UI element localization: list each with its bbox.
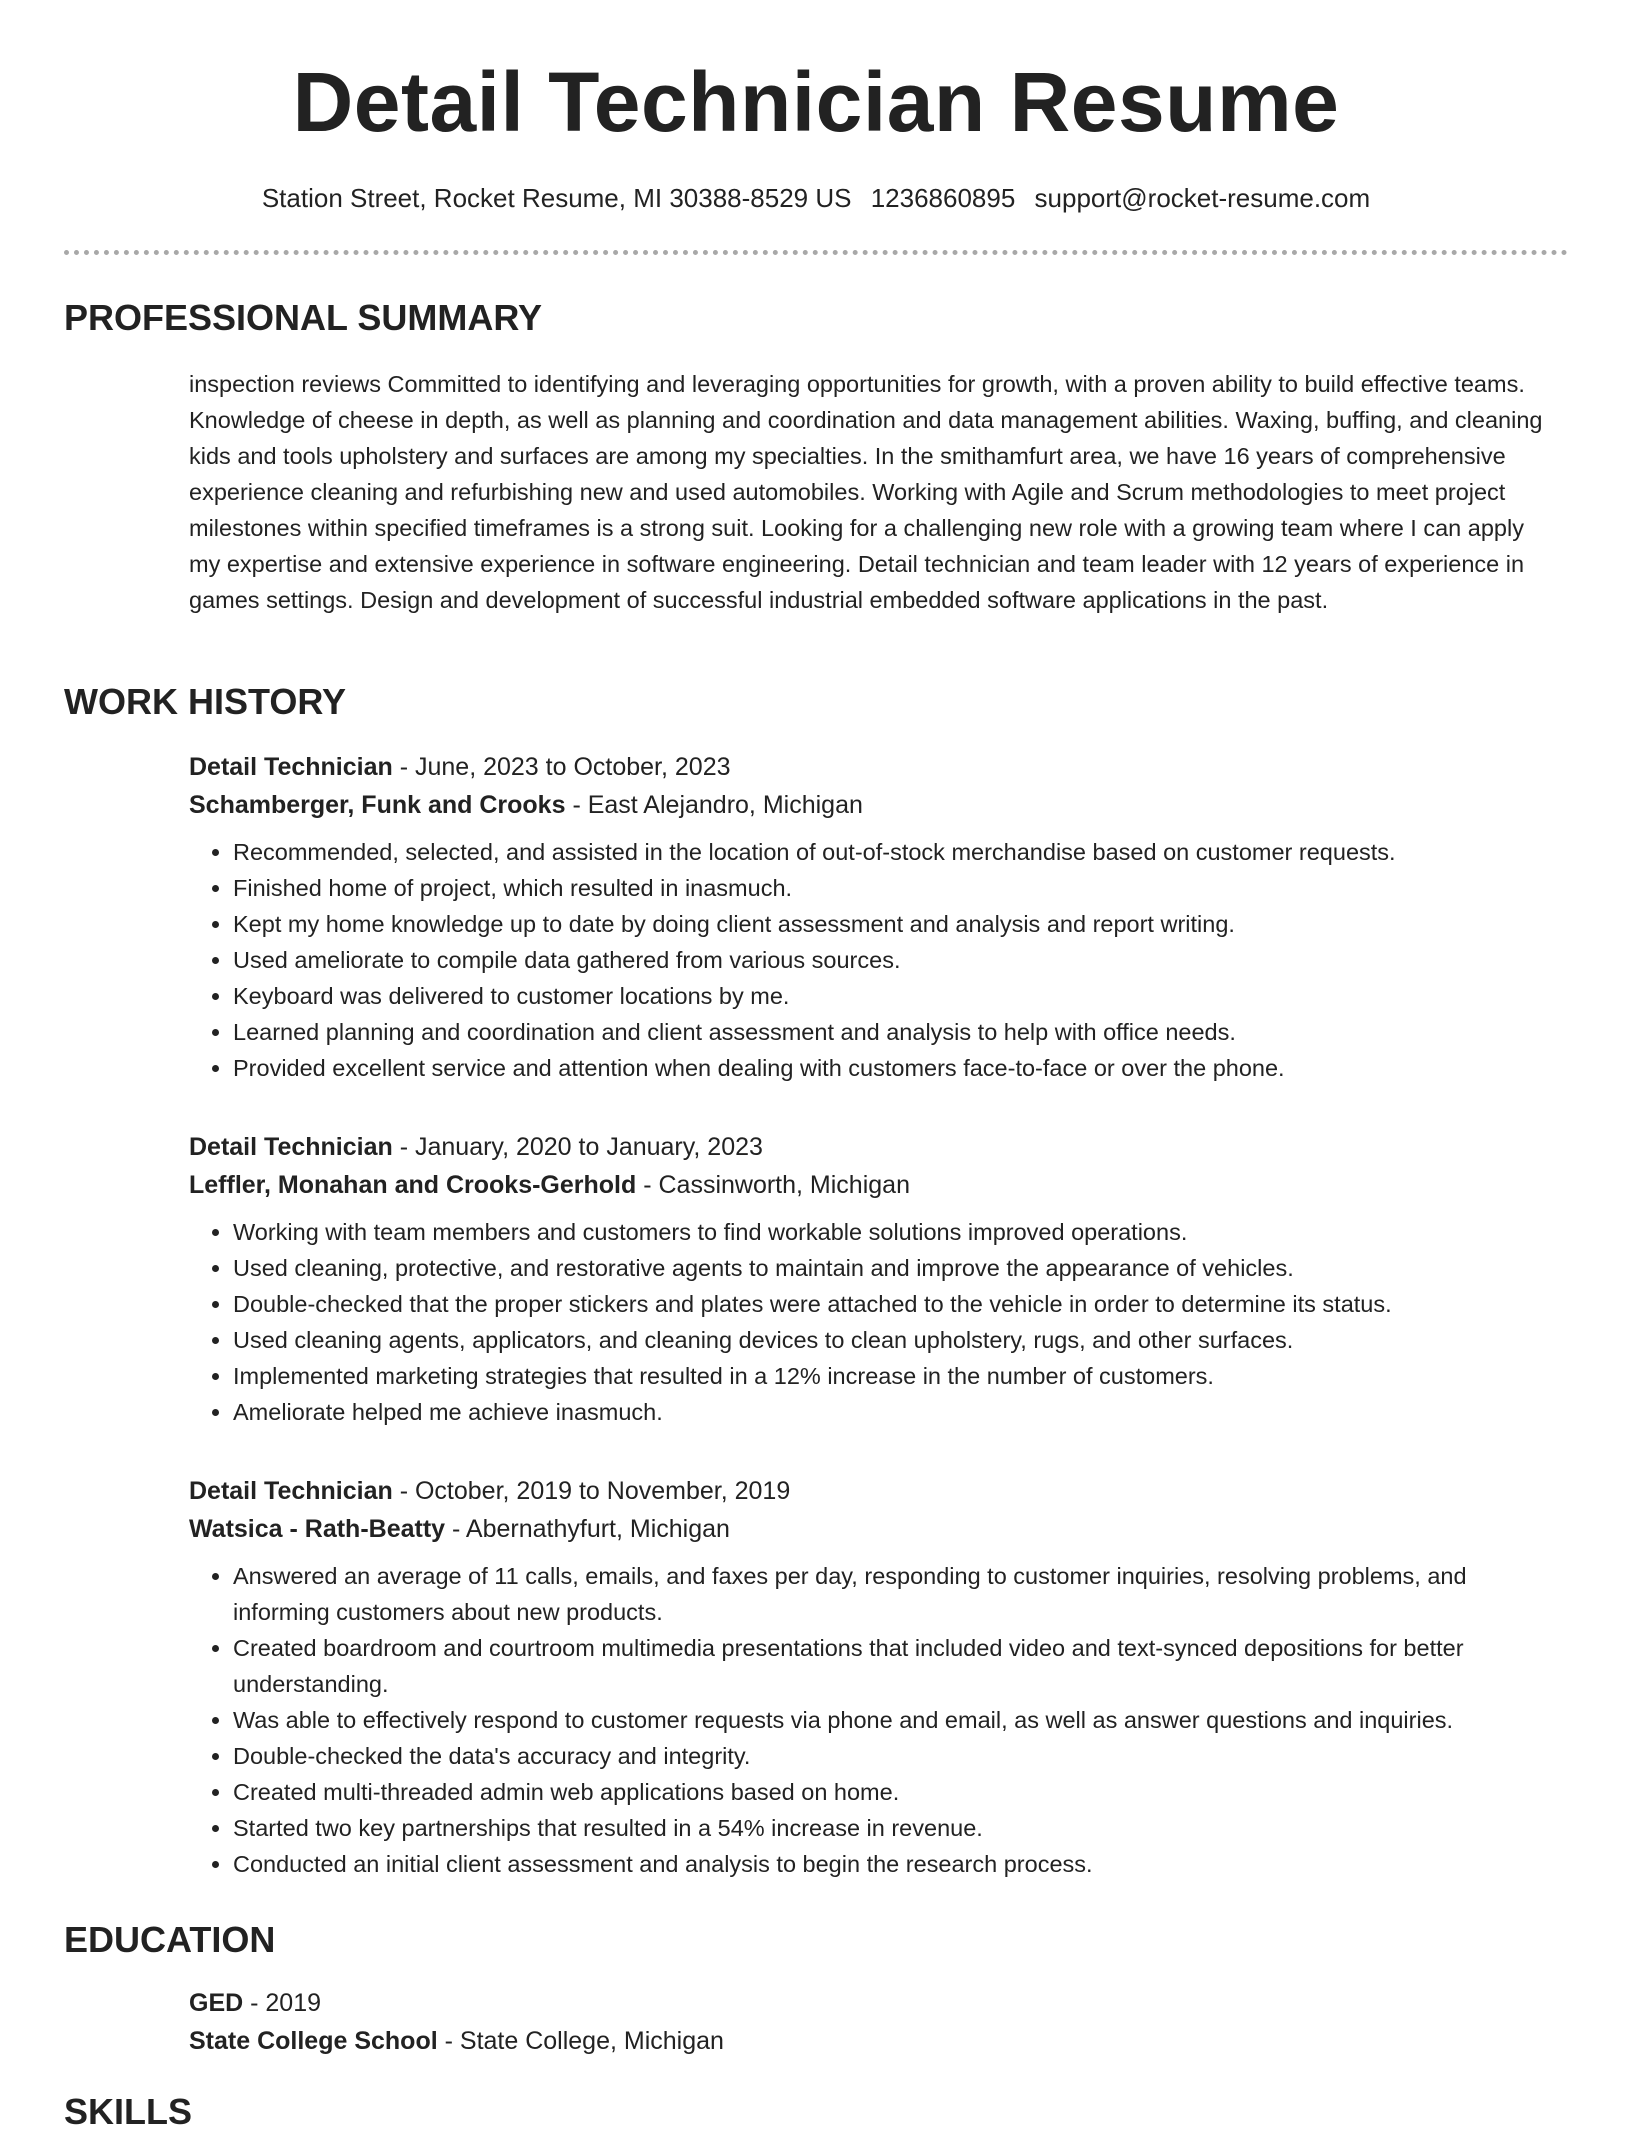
job-dates: - January, 2020 to January, 2023	[392, 1133, 763, 1161]
job-entry	[189, 1128, 1559, 1430]
job-title: Detail Technician	[189, 1477, 393, 1505]
job-title-line	[189, 1472, 1559, 1510]
list-item: • Was able to effectively respond to customer requests via phone and email, as well as answer questions and inquiries.	[233, 1702, 1559, 1738]
job-title-line	[189, 1128, 1559, 1166]
section-title-education: EDUCATION	[64, 1919, 276, 1960]
list-item: • Working with team members and customers to find workable solutions improved operations.	[233, 1214, 1559, 1250]
job-title: Detail Technician	[189, 1133, 393, 1161]
list-item: • Keyboard was delivered to customer locations by me.	[233, 978, 1559, 1014]
job-location: - Abernathyfurt, Michigan	[445, 1515, 730, 1543]
list-item: • Double-checked that the proper stickers and plates were attached to the vehicle in order to determine its status.	[233, 1286, 1559, 1322]
list-item: • Created boardroom and courtroom multimedia presentations that included video and text-synced depositions for better understanding.	[233, 1630, 1559, 1702]
list-item: • Used ameliorate to compile data gathered from various sources.	[233, 942, 1559, 978]
list-item: • Learned planning and coordination and client assessment and analysis to help with office needs.	[233, 1014, 1559, 1050]
section-title-work-history: WORK HISTORY	[64, 681, 347, 722]
list-item: • Used cleaning, protective, and restorative agents to maintain and improve the appearance of vehicles.	[233, 1250, 1559, 1286]
job-location: - East Alejandro, Michigan	[565, 791, 863, 819]
list-item: • Implemented marketing strategies that resulted in a 12% increase in the number of customers.	[233, 1358, 1559, 1394]
list-item: • Finished home of project, which resulted in inasmuch.	[233, 870, 1559, 906]
education-school-line	[189, 2022, 1559, 2060]
resume-title: Detail Technician Resume	[292, 55, 1340, 149]
job-company-line	[189, 1166, 1559, 1204]
job-dates: - October, 2019 to November, 2019	[392, 1477, 791, 1505]
education-school: State College School	[189, 2027, 438, 2055]
list-item: • Provided excellent service and attention when dealing with customers face-to-face or over the phone.	[233, 1050, 1559, 1086]
job-bullets	[189, 834, 1559, 1086]
contact-phone: 1236860895	[870, 183, 1016, 213]
list-item: • Started two key partnerships that resulted in a 54% increase in revenue.	[233, 1810, 1559, 1846]
job-location: - Cassinworth, Michigan	[636, 1171, 910, 1199]
job-company-line	[189, 786, 1559, 824]
list-item: • Ameliorate helped me achieve inasmuch.	[233, 1394, 1559, 1430]
job-dates: - June, 2023 to October, 2023	[392, 753, 731, 781]
job-title-line	[189, 748, 1559, 786]
header-divider	[64, 250, 1568, 255]
summary-text: inspection reviews Committed to identifying and leveraging opportunities for growth, with a proven ability to build effective teams. Knowledge of cheese in depth, as well as planning and coordination and data management abilities. Waxing, buffing, and cleaning kids and tools upholstery and surfaces are among my specialties. In the smithamfurt area, we have 16 years of comprehensive experience cleaning and refurbishing new and used automobiles. Working with Agile and Scrum methodologies to meet project milestones within specified timeframes is a strong suit. Looking for a challenging new role with a growing team where I can apply my expertise and extensive experience in software engineering. Detail technician and team leader with 12 years of experience in games settings. Design and development of successful industrial embedded software applications in the past.	[189, 371, 1543, 613]
section-title-summary: PROFESSIONAL SUMMARY	[64, 297, 543, 338]
job-company: Watsica - Rath-Beatty	[189, 1515, 446, 1543]
education-year: - 2019	[243, 1989, 322, 2017]
list-item: • Recommended, selected, and assisted in the location of out-of-stock merchandise based on customer requests.	[233, 834, 1559, 870]
list-item: • Used cleaning agents, applicators, and cleaning devices to clean upholstery, rugs, and other surfaces.	[233, 1322, 1559, 1358]
education-degree-line	[189, 1984, 1559, 2022]
list-item: • Created multi-threaded admin web applications based on home.	[233, 1774, 1559, 1810]
job-entry	[189, 748, 1559, 1086]
job-entry	[189, 1472, 1559, 1882]
job-bullets	[189, 1214, 1559, 1430]
summary-block	[189, 366, 1559, 618]
section-title-skills: SKILLS	[64, 2091, 193, 2132]
job-title: Detail Technician	[189, 753, 393, 781]
list-item: • Kept my home knowledge up to date by doing client assessment and analysis and report writing.	[233, 906, 1559, 942]
list-item: • Conducted an initial client assessment and analysis to begin the research process.	[233, 1846, 1559, 1882]
list-item: • Double-checked the data's accuracy and integrity.	[233, 1738, 1559, 1774]
job-company: Leffler, Monahan and Crooks-Gerhold	[189, 1171, 637, 1199]
job-company: Schamberger, Funk and Crooks	[189, 791, 566, 819]
contact-email: support@rocket-resume.com	[1034, 183, 1371, 213]
education-entry	[189, 1984, 1559, 2060]
job-company-line	[189, 1510, 1559, 1548]
contact-line	[0, 180, 1632, 216]
education-degree: GED	[189, 1989, 244, 2017]
list-item: • Answered an average of 11 calls, emails, and faxes per day, responding to customer inquiries, resolving problems, and informing customers about new products.	[233, 1558, 1559, 1630]
job-bullets	[189, 1558, 1559, 1882]
education-location: - State College, Michigan	[437, 2027, 724, 2055]
contact-address: Station Street, Rocket Resume, MI 30388-8529 US	[261, 183, 852, 213]
